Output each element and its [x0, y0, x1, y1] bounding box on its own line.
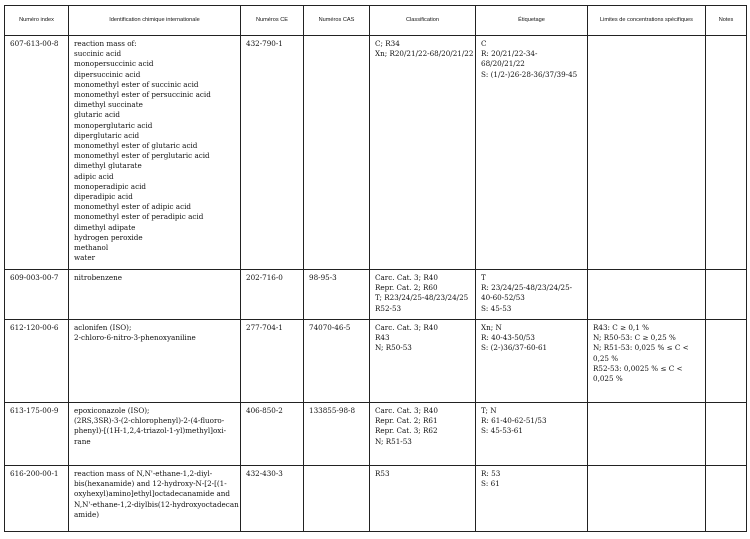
cell-index: 609-003-00-7 [5, 270, 69, 320]
cell-identification [69, 403, 241, 466]
ident-line: methanol [74, 243, 109, 253]
header-classification: Classification [370, 6, 476, 36]
classification-line: N; R51-53 [375, 436, 412, 446]
cell-cas: 98-95-3 [304, 270, 370, 320]
table-row [5, 320, 747, 403]
ident-line: monomethyl ester of peradipic acid [74, 212, 204, 222]
classification-line: Carc. Cat. 3; R40 [375, 273, 438, 282]
cell-ce: 277-704-1 [241, 320, 304, 403]
cell-limits [588, 403, 706, 466]
cell-labelling [476, 36, 588, 270]
header-row [5, 6, 747, 36]
cell-classification [370, 403, 476, 466]
cell-notes [706, 466, 747, 532]
labelling-line: R: 53 [481, 469, 501, 478]
cell-classification [370, 466, 476, 532]
ident-line: monomethyl ester of perglutaric acid [74, 151, 210, 161]
labelling-line: R: 40-43-50/53 [481, 333, 535, 343]
classification-line: C; R34 [375, 39, 400, 48]
labelling-line: T [481, 273, 486, 282]
classification-line: T; R23/24/25-48/23/24/25 [375, 293, 469, 303]
ident-line: dipersuccinic acid [74, 69, 141, 79]
classification-line: Carc. Cat. 3; R40 [375, 406, 438, 415]
cell-cas: 133855-98-8 [304, 403, 370, 466]
limit-line: 0,025 % [593, 374, 623, 384]
cell-cas [304, 36, 370, 270]
cell-notes [706, 36, 747, 270]
limit-line: 0,25 % [593, 353, 619, 363]
cell-cas [304, 466, 370, 532]
cell-index: 616-200-00-1 [5, 466, 69, 532]
table-row [5, 466, 747, 532]
cell-limits [588, 320, 706, 403]
ident-line: monomethyl ester of glutaric acid [74, 141, 198, 151]
classification-line: R43 [375, 333, 390, 343]
classification-line: R52-53 [375, 303, 402, 313]
chemical-register-table [4, 5, 747, 532]
cell-classification [370, 320, 476, 403]
cell-notes [706, 403, 747, 466]
cell-identification [69, 36, 241, 270]
cell-index: 607-613-00-8 [5, 36, 69, 270]
ident-line: dimethyl adipate [74, 222, 136, 232]
ident-line: diperglutaric acid [74, 130, 140, 140]
classification-line: Carc. Cat. 3; R40 [375, 323, 438, 332]
cell-notes [706, 320, 747, 403]
header-index: Numéro index [5, 6, 69, 36]
header-identification: Identification chimique internationale [69, 6, 241, 36]
ident-line: oxyhexyl)amino]ethyl]octadecanamide and [74, 489, 231, 499]
ident-line: dimethyl glutarate [74, 161, 142, 171]
cell-ce: 406-850-2 [241, 403, 304, 466]
header-cas: Numéros CAS [304, 6, 370, 36]
header-limits: Limites de concentrations spécifiques [588, 6, 706, 36]
table-row [5, 270, 747, 320]
cell-identification [69, 320, 241, 403]
labelling-line: R: 61-40-62-51/53 [481, 416, 547, 426]
ident-line: monomethyl ester of succinic acid [74, 79, 199, 89]
classification-line: Repr. Cat. 2; R60 [375, 283, 438, 293]
ident-line: amide) [74, 509, 100, 519]
table-row [5, 403, 747, 466]
ident-line: monomethyl ester of persuccinic acid [74, 90, 211, 100]
ident-line: epoxiconazole (ISO); [74, 406, 150, 415]
labelling-line: S: 61 [481, 479, 500, 489]
cell-identification [69, 466, 241, 532]
labelling-line: R: 20/21/22-34- [481, 49, 538, 59]
ident-line: reaction mass of: [74, 39, 137, 48]
header-labelling: Étiquetage [476, 6, 588, 36]
limit-line: R52-53: 0,0025 % ≤ C < [593, 363, 683, 373]
ident-line: 2-chloro-6-nitro-3-phenoxyaniline [74, 333, 196, 343]
classification-line: Repr. Cat. 2; R61 [375, 416, 438, 426]
ident-line: (2RS,3SR)-3-(2-chlorophenyl)-2-(4-fluoro- [74, 416, 225, 426]
cell-limits [588, 36, 706, 270]
labelling-line: 68/20/21/22 [481, 59, 525, 69]
ident-line: monomethyl ester of adipic acid [74, 202, 192, 212]
cell-labelling [476, 270, 588, 320]
ident-line: bis(hexanamide) and 12-hydroxy-N-[2-[(1- [74, 479, 227, 489]
cell-labelling [476, 466, 588, 532]
ident-line: monopersuccinic acid [74, 59, 154, 69]
labelling-line: Xn; N [481, 323, 502, 332]
cell-ce: 432-790-1 [241, 36, 304, 270]
limit-line: N; R50-53: C ≥ 0,25 % [593, 333, 676, 343]
cell-ce: 432-430-3 [241, 466, 304, 532]
ident-line: monoperadipic acid [74, 181, 146, 191]
labelling-line: C [481, 39, 487, 48]
ident-line: rane [74, 436, 91, 446]
limit-line: N; R51-53: 0,025 % ≤ C < [593, 343, 689, 353]
ident-line: hydrogen peroxide [74, 232, 143, 242]
ident-line: reaction mass of N,N'-ethane-1,2-diyl- [74, 469, 213, 478]
labelling-line: T; N [481, 406, 497, 415]
limit-line: R43: C ≥ 0,1 % [593, 323, 649, 332]
classification-line: Repr. Cat. 3; R62 [375, 426, 438, 436]
cell-labelling [476, 403, 588, 466]
classification-line: R53 [375, 469, 390, 478]
cell-index: 612-120-00-6 [5, 320, 69, 403]
header-notes: Notes [706, 6, 747, 36]
cell-index: 613-175-00-9 [5, 403, 69, 466]
classification-line: N; R50-53 [375, 343, 412, 353]
cell-classification [370, 36, 476, 270]
cell-identification [69, 270, 241, 320]
cell-limits [588, 270, 706, 320]
cell-limits [588, 466, 706, 532]
classification-line: Xn; R20/21/22-68/20/21/22 [375, 49, 474, 59]
labelling-line: 40-60-52/53 [481, 293, 525, 303]
ident-line: glutaric acid [74, 110, 120, 120]
ident-line: nitrobenzene [74, 273, 122, 282]
labelling-line: R: 23/24/25-48/23/24/25- [481, 283, 573, 293]
labelling-line: S: 45-53 [481, 303, 512, 313]
ident-line: dimethyl succinate [74, 100, 143, 110]
ident-line: aclonifen (ISO); [74, 323, 132, 332]
cell-ce: 202-716-0 [241, 270, 304, 320]
cell-cas: 74070-46-5 [304, 320, 370, 403]
labelling-line: S: (2-)36/37-60-61 [481, 343, 548, 353]
ident-line: N,N'-ethane-1,2-diylbis(12-hydroxyoctadecan [74, 499, 239, 509]
table-row [5, 36, 747, 270]
ident-line: water [74, 253, 96, 263]
ident-line: diperadipic acid [74, 192, 133, 202]
cell-classification [370, 270, 476, 320]
ident-line: adipic acid [74, 171, 114, 181]
cell-notes [706, 270, 747, 320]
cell-labelling [476, 320, 588, 403]
ident-line: monoperglutaric acid [74, 120, 153, 130]
labelling-line: S: 45-53-61 [481, 426, 523, 436]
ident-line: phenyl)-[(1H-1,2,4-triazol-1-yl)methyl]oxi- [74, 426, 227, 436]
ident-line: succinic acid [74, 49, 122, 59]
header-ce: Numéros CE [241, 6, 304, 36]
labelling-line: S: (1/2-)26-28-36/37/39-45 [481, 69, 578, 79]
